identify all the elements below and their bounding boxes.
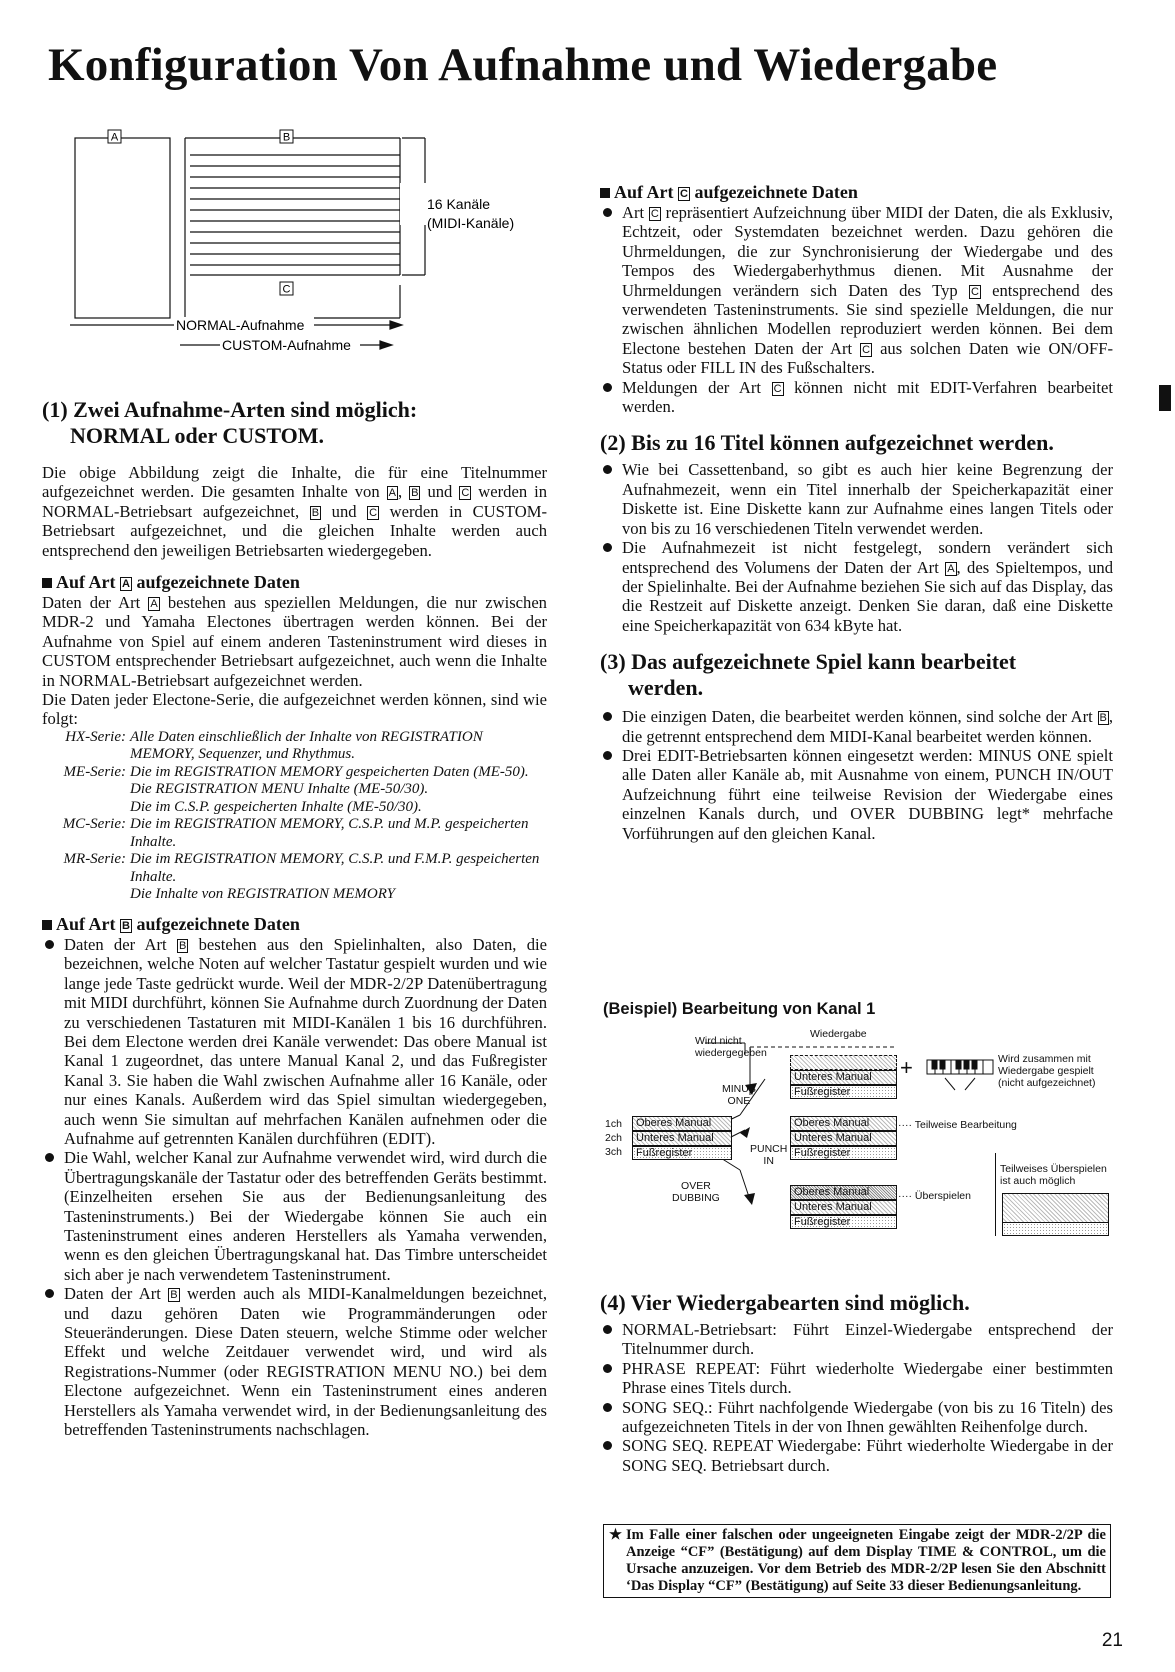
page-number: 21 [1101,1630,1123,1651]
minus-one-unteres: Unteres Manual [790,1070,897,1085]
wird-nicht-l1: Wird nicht [695,1035,742,1047]
over-unteres: Unteres Manual [790,1200,897,1215]
teilweises-l2: ist auch möglich [1000,1175,1076,1187]
empty-upper [790,1055,897,1070]
thumb-index-mark [1159,385,1171,411]
over-l1: OVER [681,1180,711,1192]
art-b-b3-post: werden auch als MIDI-Kanalmeldungen bezeichnet, und dazu gehören Daten wie Programmänderungen oder Steueränderungen. Diese Daten steuern, welche Stimme oder welcher Effekt und welche Zeitdauer verwendet wird, und wird als Registrations-Nummer (oder REGISTRATION MENU NO.) bei dem Electone aufgezeichnet. Wenn ein Tasteninstrument eines anderen Herstellers als Yamaha verwendet wird, in der Bedienungsanleitung des betreffenden Tasteninstruments nachschlagen. [64,1284,548,1440]
square-bullet-icon [42,578,52,588]
inline-box-a: A [150,598,158,611]
series-row [42,729,547,764]
sec3-b1-pre: Die einzigen Daten, die bearbeitet werden können, sind solche der Art [622,707,1093,727]
list-item [600,378,1113,417]
source-stack [632,1116,732,1160]
inline-box-c: C [970,285,979,298]
list-item: Die Wahl, welcher Kanal zur Aufnahme verwendet wird, wird durch die Übertragungskanäle der Tastatur oder des betreffenden Geräts bestimmt. (Einzelheiten ersehen Sie aus der Bedienungsanleitung des Tasteninstruments.) Bei der Wiedergabe können Sie auch ein Tasteninstrument eines anderen Herstellers als Yamaha verwenden, wenn es den gleichen Übertragungskanal hat. Das Timbre unterscheidet sich aber je nach verwendetem Tasteninstrument. [42,1148,547,1284]
label-c: C [282,283,291,296]
teilweises-label [996,1153,1111,1187]
zusammen-label [998,1053,1095,1089]
list-item: SONG SEQ. REPEAT Wiedergabe: Führt wiederholte Wiedergabe in der SONG SEQ. Betriebsart durch. [600,1436,1113,1475]
art-a-heading-post: aufgezeichnete Daten [136,572,300,593]
zusammen-l1: Wird zusammen mit [998,1053,1091,1065]
left-column [42,397,548,1440]
zusammen-l2: Wiedergabe gespielt [998,1065,1094,1077]
ueberspielen-text: Überspielen [914,1190,971,1202]
keyboard-icon [925,1058,995,1093]
art-a-paragraph-1 [42,593,547,690]
section-3-heading-line2: werden. [628,675,704,701]
inline-box-b: B [411,487,419,500]
inline-box-c: C [650,208,659,220]
series-label: MC-Serie: [62,816,126,833]
dots-1: ···· [898,1119,912,1131]
star-icon: ★ [609,1527,622,1543]
box-a [75,138,170,318]
normal-label: NORMAL-Aufnahme [176,317,305,333]
series-text: Die im REGISTRATION MEMORY gespeicherten Daten (ME-50). [130,763,529,780]
section-2-num: (2) [600,430,626,456]
art-b-heading-post: aufgezeichnete Daten [136,913,300,934]
art-b-heading [42,914,547,935]
art-c-b1-a: Art [622,203,645,222]
section-3-heading-line1: Das aufgezeichnete Spiel kann bearbeitet [631,649,1017,675]
inline-box-b: B [311,506,320,519]
art-c-heading-pre: Auf Art [614,182,674,202]
list-item [600,538,1113,635]
over-dubbing-label [672,1180,720,1204]
edit-example-diagram [600,1025,1120,1250]
list-item: Wie bei Cassettenband, so gibt es auch hier keine Begrenzung der Aufnahmezeit, wenn ein Titel innerhalb der Speicherkapazität einer Diskette ist. Eine Diskette kann zur Aufnahme eines langen Titels oder von bis zu 16 verschiedenen Titeln verwendet werden. [600,460,1113,538]
art-b-b1-pre: Daten der Art [64,934,167,954]
inline-box-b: B [1099,712,1107,725]
punch-oberes: Oberes Manual [790,1116,897,1131]
over-l2: DUBBING [672,1192,720,1204]
minus-one-fuss: Fußregister [790,1085,897,1099]
section-4 [600,1290,1113,1475]
inline-box-c: C [773,382,782,395]
section-2-heading [600,430,1113,456]
section-4-list [600,1320,1113,1475]
inline-box-c: C [461,487,470,500]
inline-box-a: A [947,562,955,575]
punch-in-stack [790,1116,897,1160]
channels-label-2: (MIDI-Kanäle) [427,215,515,231]
teilweises-l1: Teilweises Überspielen [1000,1163,1107,1175]
source-fuss: Fußregister [632,1146,732,1160]
art-c-b1-b: repräsentiert Aufzeichnung über MIDI der Daten, die als Exklusiv, Echtzeit, oder Systemdaten bezeichnet werden. Dazu gehören die Uhrmeldungen, die zur Synchronisierung der Wiedergabe und des Tempos des Wiedergaberhythmus dienen. Mit Ausnahme der Uhrmeldungen verändern sich Daten des Typ [622,203,1113,300]
wiedergabe-label: Wiedergabe [810,1028,867,1040]
art-c-b2-post: können nicht mit EDIT-Verfahren bearbeitet werden. [622,377,1113,417]
section-1-heading-line2: NORMAL oder CUSTOM. [70,423,325,448]
over-oberes: Oberes Manual [790,1185,897,1200]
list-item: Drei EDIT-Betriebsarten können eingesetzt werden: MINUS ONE spielt alle Daten aller Kanäle ab, mit Ausnahme von einem, PUNCH IN/OUT Aufzeichnung führt eine teilweise Revision der Wiedergabe eines einzelnen Kanals durch, und OVER DUBBING legt* mehrfache Vorführungen auf den gleichen Kanal. [600,746,1113,843]
art-c-b1-c: entsprechend des verwendeten Tasteninstruments. Sie sind spezielle Meldungen, die nur zwischen ähnlichen Modellen reproduziert werden können. Bei dem Electone bestehen Daten der Art [622,280,1113,358]
sec3-b1-post: , die getrennt entsprechend dem MIDI-Kanal bearbeitet werden können. [622,707,1113,746]
series-text: Die Inhalte von REGISTRATION MEMORY [130,886,395,903]
plus-sign: + [900,1055,913,1080]
series-row [42,851,547,886]
wird-nicht-l2: wiedergegeben [695,1047,767,1059]
recording-config-diagram [70,125,540,380]
square-bullet-icon [42,920,52,930]
section-3-num: (3) [600,649,626,675]
punch-unteres: Unteres Manual [790,1131,897,1146]
minus-l2: ONE [727,1095,751,1107]
art-a-p1-pre: Daten der Art [42,593,141,613]
art-a-paragraph-2: Die Daten jeder Electone-Serie, die aufgezeichnet werden können, sind wie folgt: [42,690,547,729]
inline-box-c: C [862,343,871,356]
inline-box-a: A [388,487,396,500]
sec2-b2-post: , des Spieltempos, und der Spielinhalte. Bei der Aufnahme beziehen Sie sich auf das Display, das die Restzeit auf Diskette anzeigt. Denken Sie daran, daß eine Diskette eine Speicherkapazität von 634 kByte hat. [622,557,1113,635]
series-text: Die im C.S.P. gespeicherten Inhalte (ME-50/30). [130,798,422,815]
label-a: A [110,131,119,144]
art-a-p1-post: bestehen aus speziellen Meldungen, die nur zwischen MDR-2 und Yamaha Electones übertragen werden können. Bei der Aufnahme von Spiel auf einem anderen Tasteninstrument wird dieses in CUSTOM entsprechender Betriebsart aufgezeichnet, auch wenn die Inhalte in NORMAL-Betriebsart aufgezeichnet werden. [42,593,547,690]
minus-l1: MINUS [722,1083,756,1095]
ch1-label: 1ch [605,1118,622,1130]
punch-l2: IN [763,1155,774,1167]
dots-2: ···· [898,1190,912,1202]
art-c-b1-d: aus solchen Daten wie ON/OFF-Status oder FILL IN des Fußschalters. [622,338,1113,378]
page-title: Konfiguration Von Aufnahme und Wiedergabe [48,39,998,91]
section-1-num: (1) [42,397,68,422]
art-a-heading-pre: Auf Art [56,572,116,593]
sec1-text-e: werden in CUSTOM-Betriebsart aufgezeichnet, und die gleichen Inhalte werden auch entsprechend den jeweiligen Betriebsarten wiedergegeben. [42,501,547,560]
art-b-b3-pre: Daten der Art [64,1284,161,1304]
source-unteres: Unteres Manual [632,1131,732,1146]
sec1-text-a: Die obige Abbildung zeigt die Inhalte, die für eine Titelnummer aufgezeichnet werden. Die gesamten Inhalte von [42,463,547,502]
punch-in-label [750,1143,787,1167]
teilweise-label [898,1119,1017,1131]
section-2-list [600,460,1113,635]
custom-label: CUSTOM-Aufnahme [222,337,351,353]
minus-one-label [722,1083,756,1107]
series-row [42,764,547,782]
section-3-list [600,707,1113,843]
list-item: SONG SEQ.: Führt nachfolgende Wiedergabe (von bis zu 16 Titeln) des aufgezeichneten Titels in der von Ihnen gewählten Reihenfolge durch. [600,1398,1113,1437]
electone-series-list [42,729,547,904]
punch-fuss: Fußregister [790,1146,897,1160]
section-4-num: (4) [600,1290,626,1315]
art-c-heading [600,182,1113,203]
teilweise-text: Teilweise Bearbeitung [914,1119,1017,1131]
art-c-heading-post: aufgezeichnete Daten [694,182,858,202]
channels-label-1: 16 Kanäle [427,196,491,212]
partial-overdub-dots [1002,1223,1109,1236]
right-column [600,182,1113,843]
list-item [600,707,1113,746]
ch2-label: 2ch [605,1132,622,1144]
channel-labels [605,1117,622,1159]
sec2-b2-pre: Die Aufnahmezeit ist nicht festgelegt, sondern verändert sich entsprechend des Volumens der Daten der Art [622,538,1113,577]
series-row [42,816,547,851]
minus-one-stack [790,1055,897,1099]
ch3-label: 3ch [605,1146,622,1158]
inline-box-b: B [170,1289,178,1302]
art-b-heading-pre: Auf Art [56,913,116,934]
sec1-text-b: und [427,482,453,502]
ueberspielen-label [898,1190,971,1202]
art-b-list [42,935,547,1440]
list-item [42,935,547,1148]
list-item [42,1284,547,1439]
inline-box-c: C [369,506,378,519]
partial-overdub-pattern [1002,1193,1109,1223]
over-dubbing-stack [790,1185,897,1229]
art-c-b2-pre: Meldungen der Art [622,377,762,397]
punch-l1: PUNCH [750,1143,788,1155]
wird-nicht-label [695,1035,767,1059]
example-heading: (Beispiel) Bearbeitung von Kanal 1 [603,1000,876,1018]
section-1-paragraph: Die obige Abbildung zeigt die Inhalte, die für eine Titelnummer aufgezeichnet werden. Die gesamten Inhalte von A , B und C werden in NORMAL-Betriebsart aufgezeichnet, B und C werden in CUSTOM-Betriebsart aufgezeichnet, und die gleichen Inhalte werden auch entsprechend den jeweiligen Betriebsarten wiedergegeben. [42,463,548,560]
series-text: Alle Daten einschließlich der Inhalte von REGISTRATION MEMORY, Sequenzer, und Rhythmus. [130,728,483,763]
series-text: Die im REGISTRATION MEMORY, C.S.P. und M.P. gespeicherten Inhalte. [130,816,529,850]
section-1-heading-line1: Zwei Aufnahme-Arten sind möglich: [73,397,418,422]
section-4-heading [600,1290,1113,1316]
sec1-text-d: und [331,501,357,521]
section-3-heading [600,649,1113,701]
note-text: Im Falle einer falschen oder ungeeigneten Eingabe zeigt der MDR-2/2P die Anzeige “CF” (Bestätigung) auf dem Display TIME & CONTROL, um die Ursache anzuzeigen. Vor dem Betrieb des MDR-2/2P lesen Sie den Abschnitt ‘Das Display “CF” (Bestätigung) auf Seite 33 dieser Bedienungsanleitung. [626,1527,1106,1594]
section-4-heading-text: Vier Wiedergabearten sind möglich. [630,1290,970,1315]
square-bullet-icon [600,188,610,198]
over-fuss: Fußregister [790,1215,897,1229]
series-label: HX-Serie: [65,728,126,745]
art-a-heading [42,572,547,593]
note-box [603,1524,1111,1598]
list-item: NORMAL-Betriebsart: Führt Einzel-Wiedergabe entsprechend der Titelnummer durch. [600,1320,1113,1359]
section-2-heading-text: Bis zu 16 Titel können aufgezeichnet werden. [631,430,1054,456]
section-1-heading [42,397,547,449]
inline-box-b: B [178,939,187,952]
label-b: B [282,131,291,144]
source-oberes: Oberes Manual [632,1116,732,1131]
list-item [600,203,1113,378]
inline-box-b: B [122,919,130,932]
series-label: MR-Serie: [63,851,126,868]
series-text: Die REGISTRATION MENU Inhalte (ME-50/30). [130,781,429,798]
art-b-b1-post: bestehen aus den Spielinhalten, also Daten, die bezeichnen, welche Noten auf welcher Tastatur gespielt wurden und wie lange jede Taste gedrückt wurde. Weil der MDR-2/2P Datenübertragung mit MIDI durchführt, können Sie Aufnahme durch Zuordnung der Daten zu verschiedenen Tastaturen mit MIDI-Kanälen 1 bis 16 durchführen. Bei dem Electone werden drei Kanäle verwendet: Das obere Manual ist Kanal 1 zugeordnet, das untere Manual Kanal 2, und das Fußregister Kanal 3. Sie haben die Wahl zwischen Aufnahme aller 16 Kanäle, oder nur eines Kanals. Außerdem wird das Spiel simultan wiedergegeben, auch wenn Sie simultan auf mehrfachen Kanälen aufnehmen oder die Aufnahme auf getrennten Kanälen durchführen (EDIT). [64,934,548,1148]
teilweises-box [995,1153,1111,1236]
series-label: ME-Serie: [63,763,126,780]
list-item: PHRASE REPEAT: Führt wiederholte Wiedergabe einer bestimmten Phrase eines Titels durch. [600,1359,1113,1398]
inline-box-c: C [680,188,688,200]
series-text: Die im REGISTRATION MEMORY, C.S.P. und F.M.P. gespeicherten Inhalte. [130,851,540,885]
inline-box-a: A [122,578,130,591]
art-c-list [600,203,1113,416]
zusammen-l3: (nicht aufgezeichnet) [998,1077,1096,1089]
sec1-text-c: werden in NORMAL-Betriebsart aufgezeichnet, [42,482,548,521]
